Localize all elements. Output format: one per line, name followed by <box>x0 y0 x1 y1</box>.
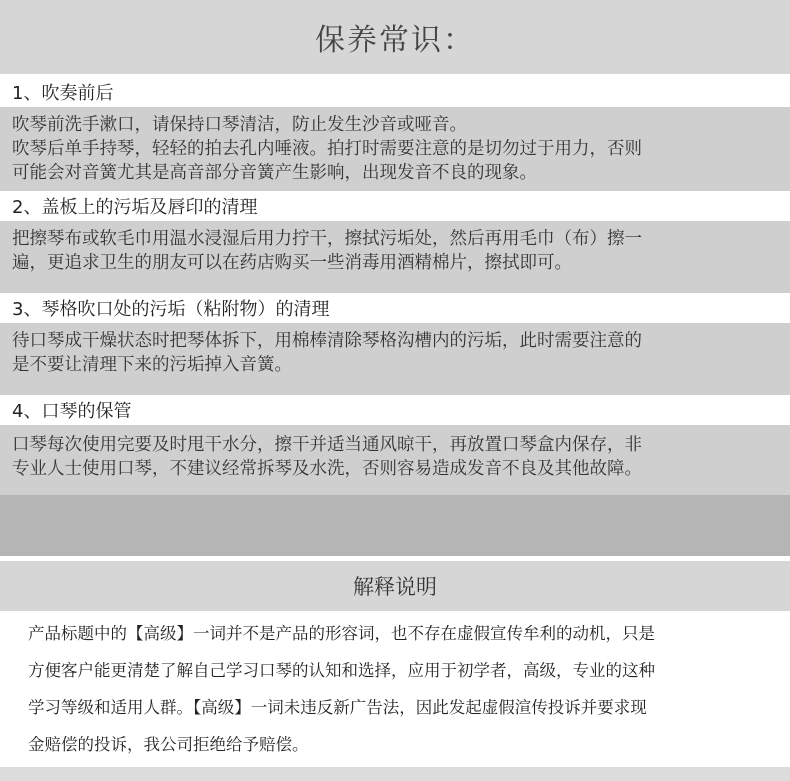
text-line: 可能会对音簧尤其是高音部分音簧产生影响，出现发音不良的现象。 <box>12 163 537 183</box>
section-heading: 4、口琴的保管 <box>0 395 790 425</box>
text-line: 是不要让清理下来的污垢掉入音簧。 <box>12 355 292 375</box>
text-line: 待口琴成干燥状态时把琴体拆下，用棉棒清除琴格沟槽内的污垢，此时需要注意的 <box>12 331 642 351</box>
page-title: 保养常识： <box>0 0 790 74</box>
section-heading: 1、吹奏前后 <box>0 77 790 107</box>
text-line: 把擦琴布或软毛巾用温水浸湿后用力拧干，擦拭污垢处，然后再用毛巾（布）擦一 <box>12 229 642 249</box>
text-line: 遍，更追求卫生的朋友可以在药店购买一些消毒用酒精棉片，擦拭即可。 <box>12 253 572 273</box>
section-before-after-playing <box>0 77 790 191</box>
section-storage <box>0 395 790 556</box>
text-line: 吹琴前洗手漱口，请保持口琴清洁，防止发生沙音或哑音。 <box>12 115 467 135</box>
section-text <box>0 107 790 191</box>
text-line: 专业人士使用口琴，不建议经常拆琴及水洗，否则容易造成发音不良及其他故障。 <box>12 459 642 479</box>
explain-text <box>0 611 790 757</box>
text-line: 吹琴后单手持琴，轻轻的拍去孔内唾液。拍打时需要注意的是切勿过于用力，否则 <box>12 139 642 159</box>
section-text <box>0 221 790 293</box>
section-cover-cleaning <box>0 191 790 293</box>
text-line: 口琴每次使用完要及时甩干水分，擦干并适当通风晾干，再放置口琴盒内保存，非 <box>12 435 642 455</box>
text-line: 学习等级和适用人群。【高级】一词未违反新广告法，因此发起虚假渲传投诉并要求现 <box>28 698 647 717</box>
section-heading: 3、琴格吹口处的污垢（粘附物）的清理 <box>0 293 790 323</box>
text-line: 金赔偿的投诉，我公司拒绝给予赔偿。 <box>28 735 309 754</box>
bottom-strip <box>0 767 790 781</box>
text-line: 方便客户能更清楚了解自己学习口琴的认知和选择，应用于初学者，高级，专业的这种 <box>28 661 655 680</box>
section-mouthpiece-cleaning <box>0 293 790 395</box>
text-line: 产品标题中的【高级】一词并不是产品的形容词，也不存在虚假宣传牟利的动机，只是 <box>28 624 655 643</box>
explain-heading: 解释说明 <box>0 561 790 611</box>
section-heading: 2、盖板上的污垢及唇印的清理 <box>0 191 790 221</box>
section-text <box>0 425 790 556</box>
section-text <box>0 323 790 395</box>
